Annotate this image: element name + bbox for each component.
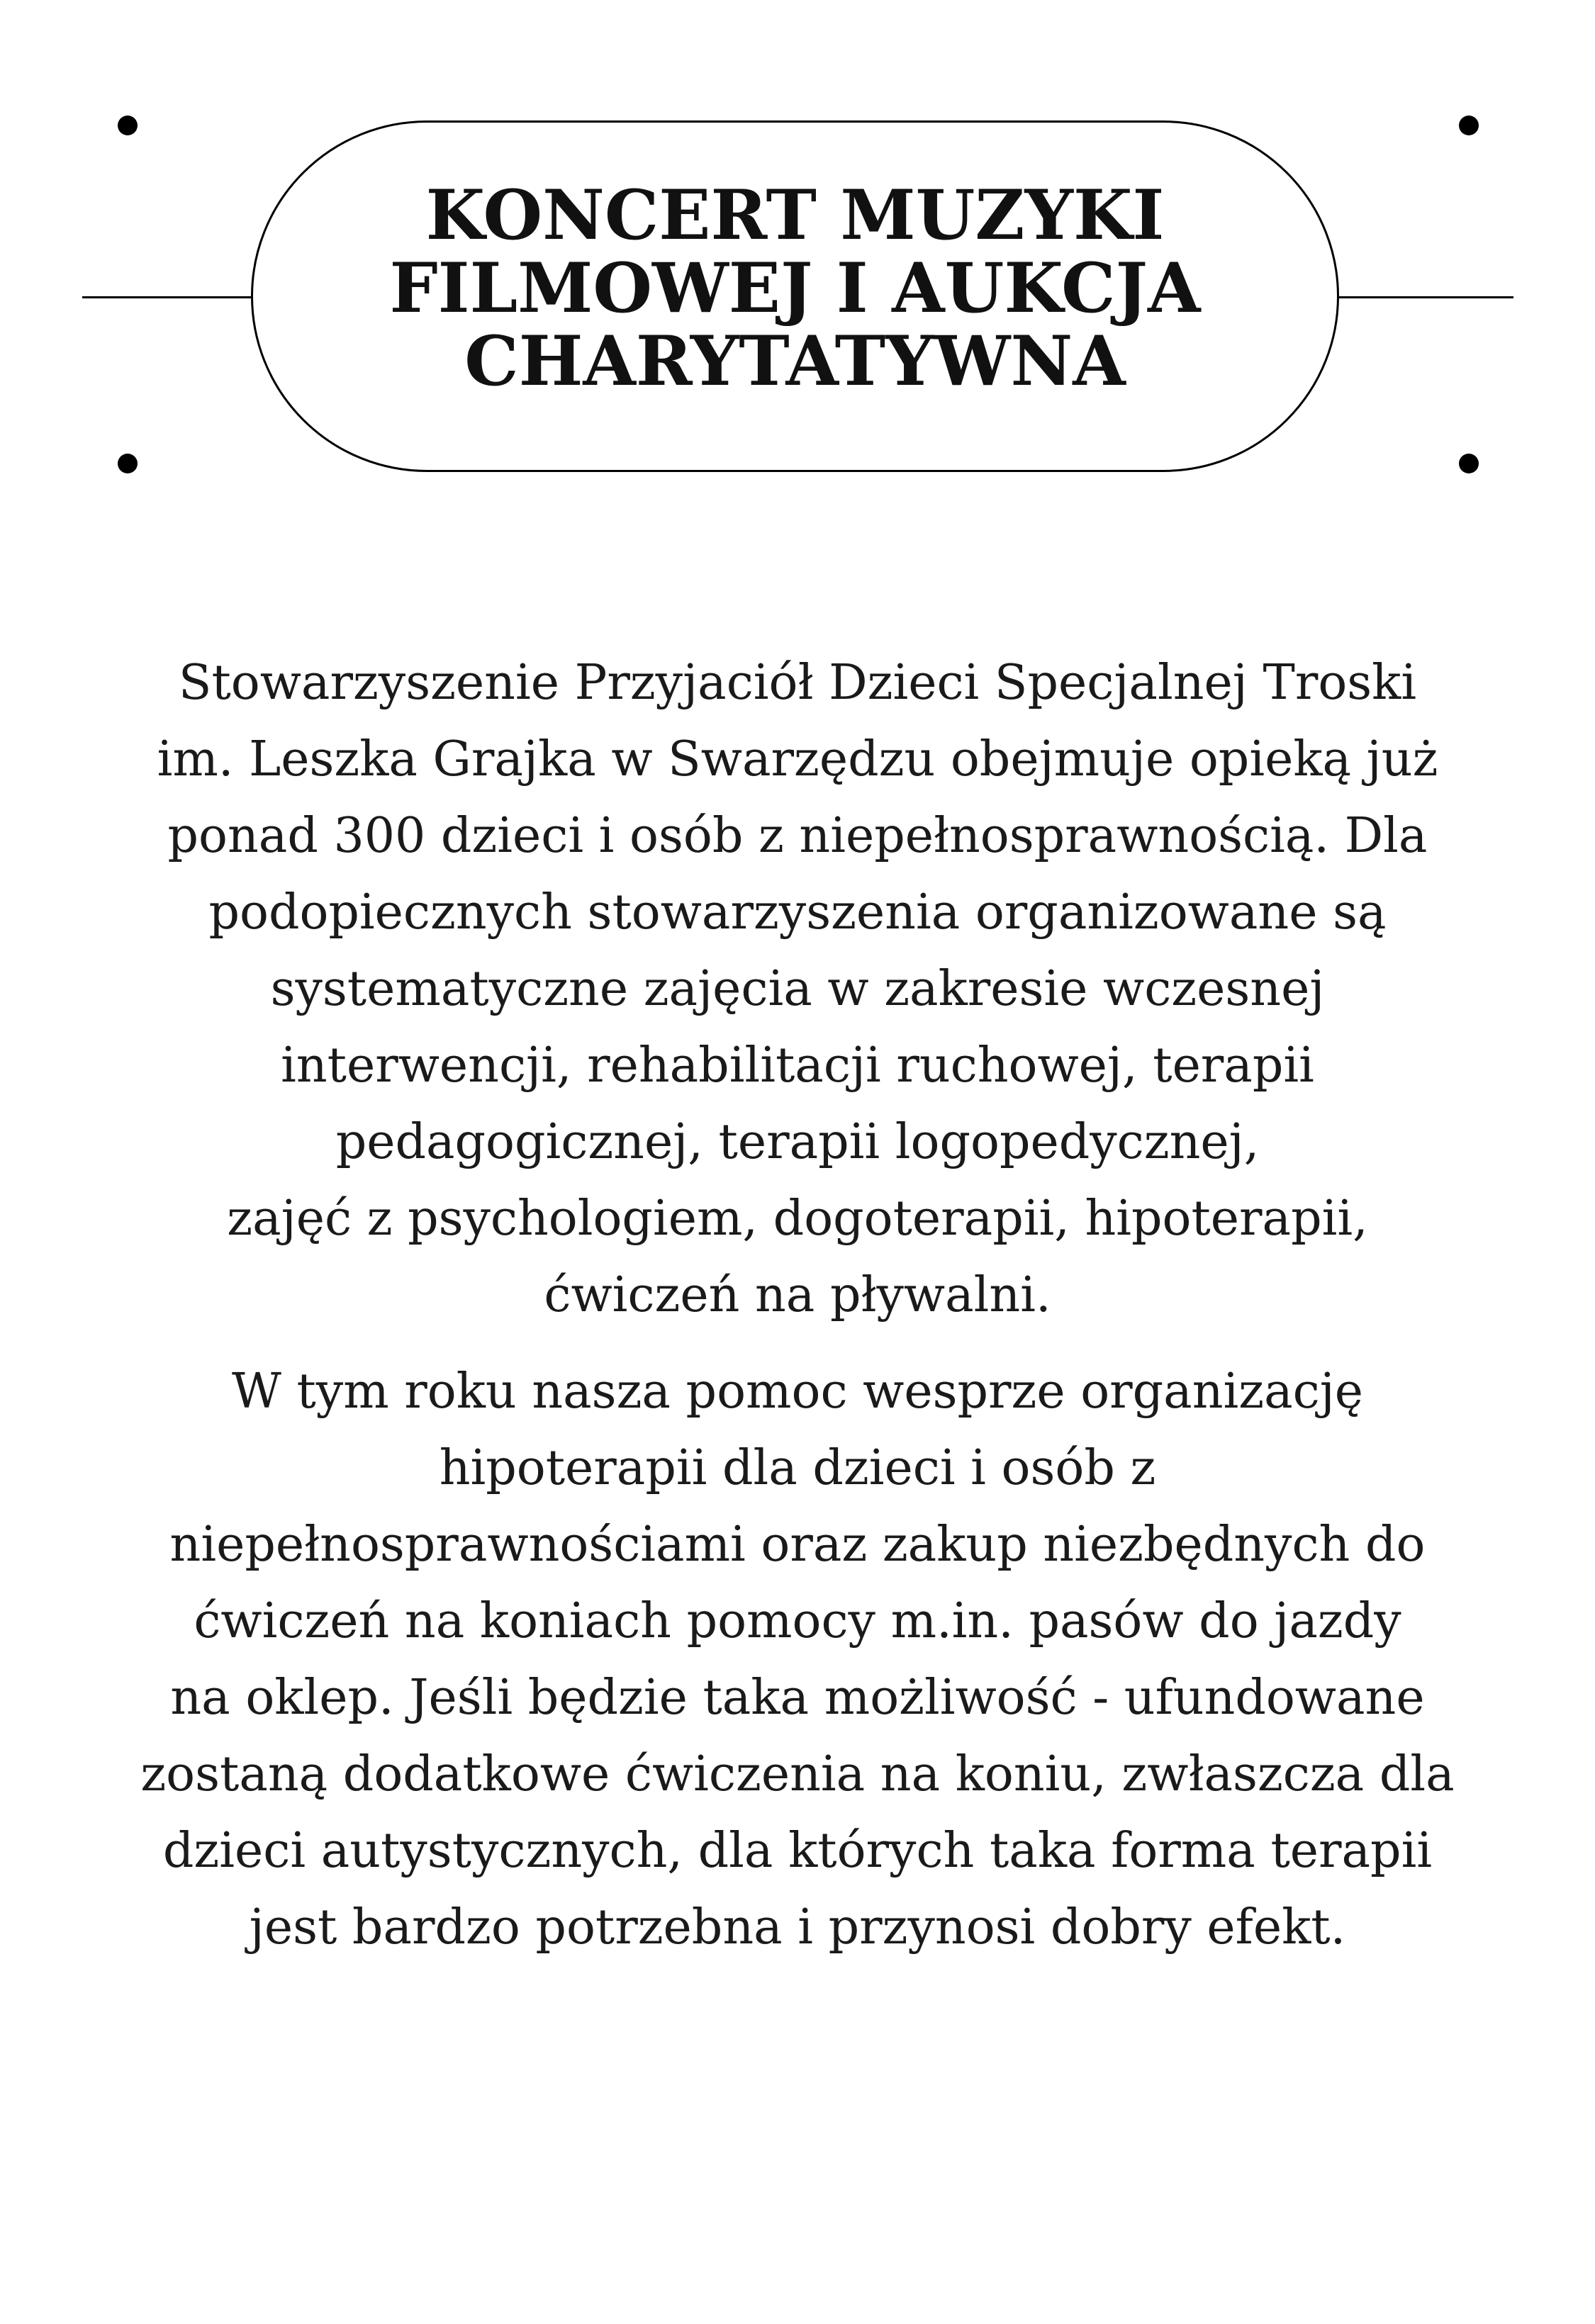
text-line: zostaną dodatkowe ćwiczenia na koniu, zwłaszcza dla — [140, 1746, 1455, 1802]
text-line: ponad 300 dzieci i osób z niepełnosprawnością. Dla — [167, 808, 1428, 864]
page-title — [251, 175, 1339, 401]
corner-dot-bottom-left — [118, 454, 138, 473]
text-line: dzieci autystycznych, dla których taka forma terapii — [162, 1823, 1433, 1879]
text-line: na oklep. Jeśli będzie taka możliwość - ufundowane — [170, 1670, 1425, 1726]
text-line: jest bardzo potrzebna i przynosi dobry efekt. — [249, 1899, 1346, 1955]
corner-dot-top-left — [118, 116, 138, 135]
text-line: ćwiczeń na koniach pomocy m.in. pasów do jazdy — [194, 1593, 1401, 1649]
divider-line-right — [1338, 296, 1513, 298]
corner-dot-bottom-right — [1459, 454, 1479, 473]
text-line: Stowarzyszenie Przyjaciół Dzieci Specjalnej Troski — [178, 655, 1417, 711]
title-line: CHARYTATYWNA — [464, 321, 1126, 401]
body-content — [43, 645, 1552, 1966]
text-line: systematyczne zajęcia w zakresie wczesnej — [270, 961, 1325, 1017]
text-line: hipoterapii dla dzieci i osób z — [439, 1440, 1156, 1496]
text-line: zajęć z psychologiem, dogoterapii, hipoterapii, — [227, 1191, 1368, 1247]
text-line: im. Leszka Grajka w Swarzędzu obejmuje opieką już — [157, 731, 1438, 787]
title-line: KONCERT MUZYKI — [425, 175, 1165, 255]
paragraph-this-year-support — [43, 1354, 1552, 1966]
paragraph-about-association — [43, 645, 1552, 1334]
corner-dot-top-right — [1459, 116, 1479, 135]
text-line: W tym roku nasza pomoc wesprze organizację — [231, 1364, 1364, 1420]
title-line: FILMOWEJ I AUKCJA — [389, 248, 1201, 328]
text-line: interwencji, rehabilitacji ruchowej, terapii — [281, 1038, 1314, 1094]
text-line: ćwiczeń na pływalni. — [544, 1267, 1051, 1323]
text-line: podopiecznych stowarzyszenia organizowane są — [208, 885, 1387, 941]
text-line: niepełnosprawnościami oraz zakup niezbędnych do — [169, 1517, 1426, 1573]
text-line: pedagogicznej, terapii logopedycznej, — [335, 1114, 1260, 1170]
divider-line-left — [82, 296, 252, 298]
